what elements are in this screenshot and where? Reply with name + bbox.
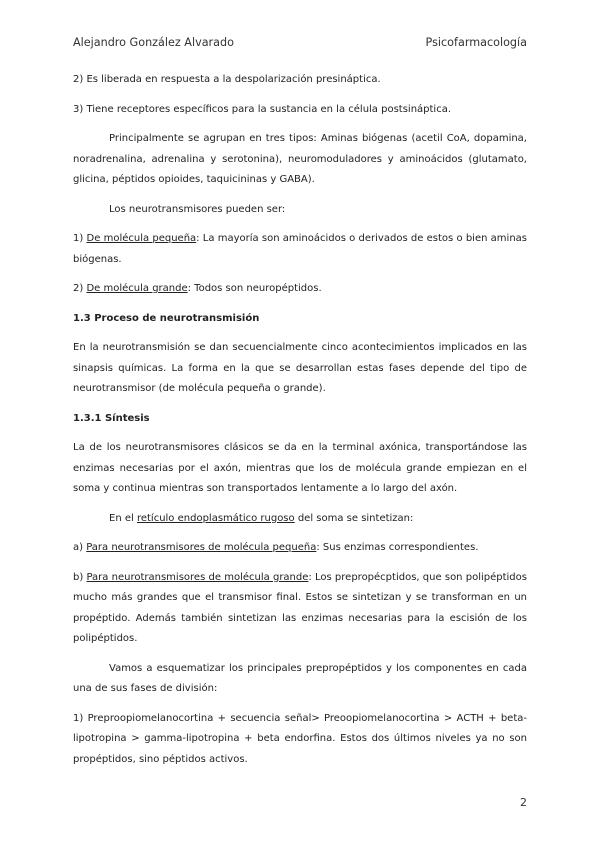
paragraph: En la neurotransmisión se dan secuencialmente cinco acontecimientos implicados en las sinapsis químicas. La forma en la que se desarrollan estas fases depende del tipo de neurotransmisor (de molécula pequeña o grande).	[73, 342, 527, 394]
paragraph	[73, 279, 527, 300]
underlined-term: De molécula grande	[86, 283, 188, 294]
document-body	[73, 70, 527, 779]
paragraph: 1) Preproopiomelanocortina + secuencia señal> Preoopiomelanocortina > ACTH + beta-lipotropina > gamma-lipotropina + beta endorfina. Estos dos últimos niveles ya no son propéptidos, sino péptidos activos.	[73, 712, 527, 765]
page-header	[73, 36, 527, 52]
paragraph: 3) Tiene receptores específicos para la sustancia en la célula postsináptica.	[73, 103, 452, 115]
underlined-term: Para neurotransmisores de molécula pequeña	[86, 542, 317, 553]
paragraph: La de los neurotransmisores clásicos se da en la terminal axónica, transportándose las enzimas necesarias por el axón, mientras que los de molécula grande empiezan en el soma y continua mientras son transportados lentamente a lo largo del axón.	[73, 442, 527, 494]
list-marker: a)	[73, 542, 87, 553]
paragraph-text: : Todos son neuropéptidos.	[187, 283, 322, 294]
paragraph	[73, 538, 527, 559]
list-marker: 2)	[73, 283, 87, 294]
paragraph-text: : Sus enzimas correspondientes.	[316, 542, 479, 553]
header-subject: Psicofarmacología	[425, 36, 527, 49]
underlined-term: De molécula pequeña	[86, 233, 197, 244]
paragraph: 2) Es liberada en respuesta a la despolarización presináptica.	[73, 74, 381, 85]
paragraph-text: : Los prepropécptidos, que son polipéptidos mucho más grandes que el transmisor final. Estos se sintetizan y se transforman en un propéptido. Además también sintetizan las enzimas necesarias para la escisión de los polipéptidos.	[73, 571, 527, 644]
underlined-term: retículo endoplasmático rugoso	[136, 512, 295, 524]
list-marker: 1)	[73, 233, 87, 244]
paragraph	[73, 229, 527, 270]
paragraph	[73, 568, 527, 650]
paragraph-text: del soma se sintetizan:	[294, 512, 414, 524]
underlined-term: Para neurotransmisores de molécula grande	[86, 571, 309, 583]
paragraph: Vamos a esquematizar los principales prepropéptidos y los componentes en cada una de sus fases de división:	[73, 662, 527, 694]
page-number: 2	[520, 796, 527, 809]
subsection-heading: 1.3.1 Síntesis	[73, 412, 150, 424]
header-author: Alejandro González Alvarado	[73, 36, 234, 49]
section-heading: 1.3 Proceso de neurotransmisión	[73, 312, 260, 324]
list-marker: b)	[73, 571, 87, 583]
paragraph: Los neurotransmisores pueden ser:	[109, 203, 286, 215]
paragraph-text: : La mayoría son aminoácidos o derivados de estos o bien aminas biógenas.	[73, 233, 527, 265]
paragraph-text: En el	[109, 512, 137, 524]
paragraph	[73, 509, 527, 530]
paragraph: Principalmente se agrupan en tres tipos: Aminas biógenas (acetil CoA, dopamina, noradrenalina, adrenalina y serotonina), neuromoduladores y aminoácidos (glutamato, glicina, péptidos opioides, taquicininas y GABA).	[73, 133, 527, 185]
